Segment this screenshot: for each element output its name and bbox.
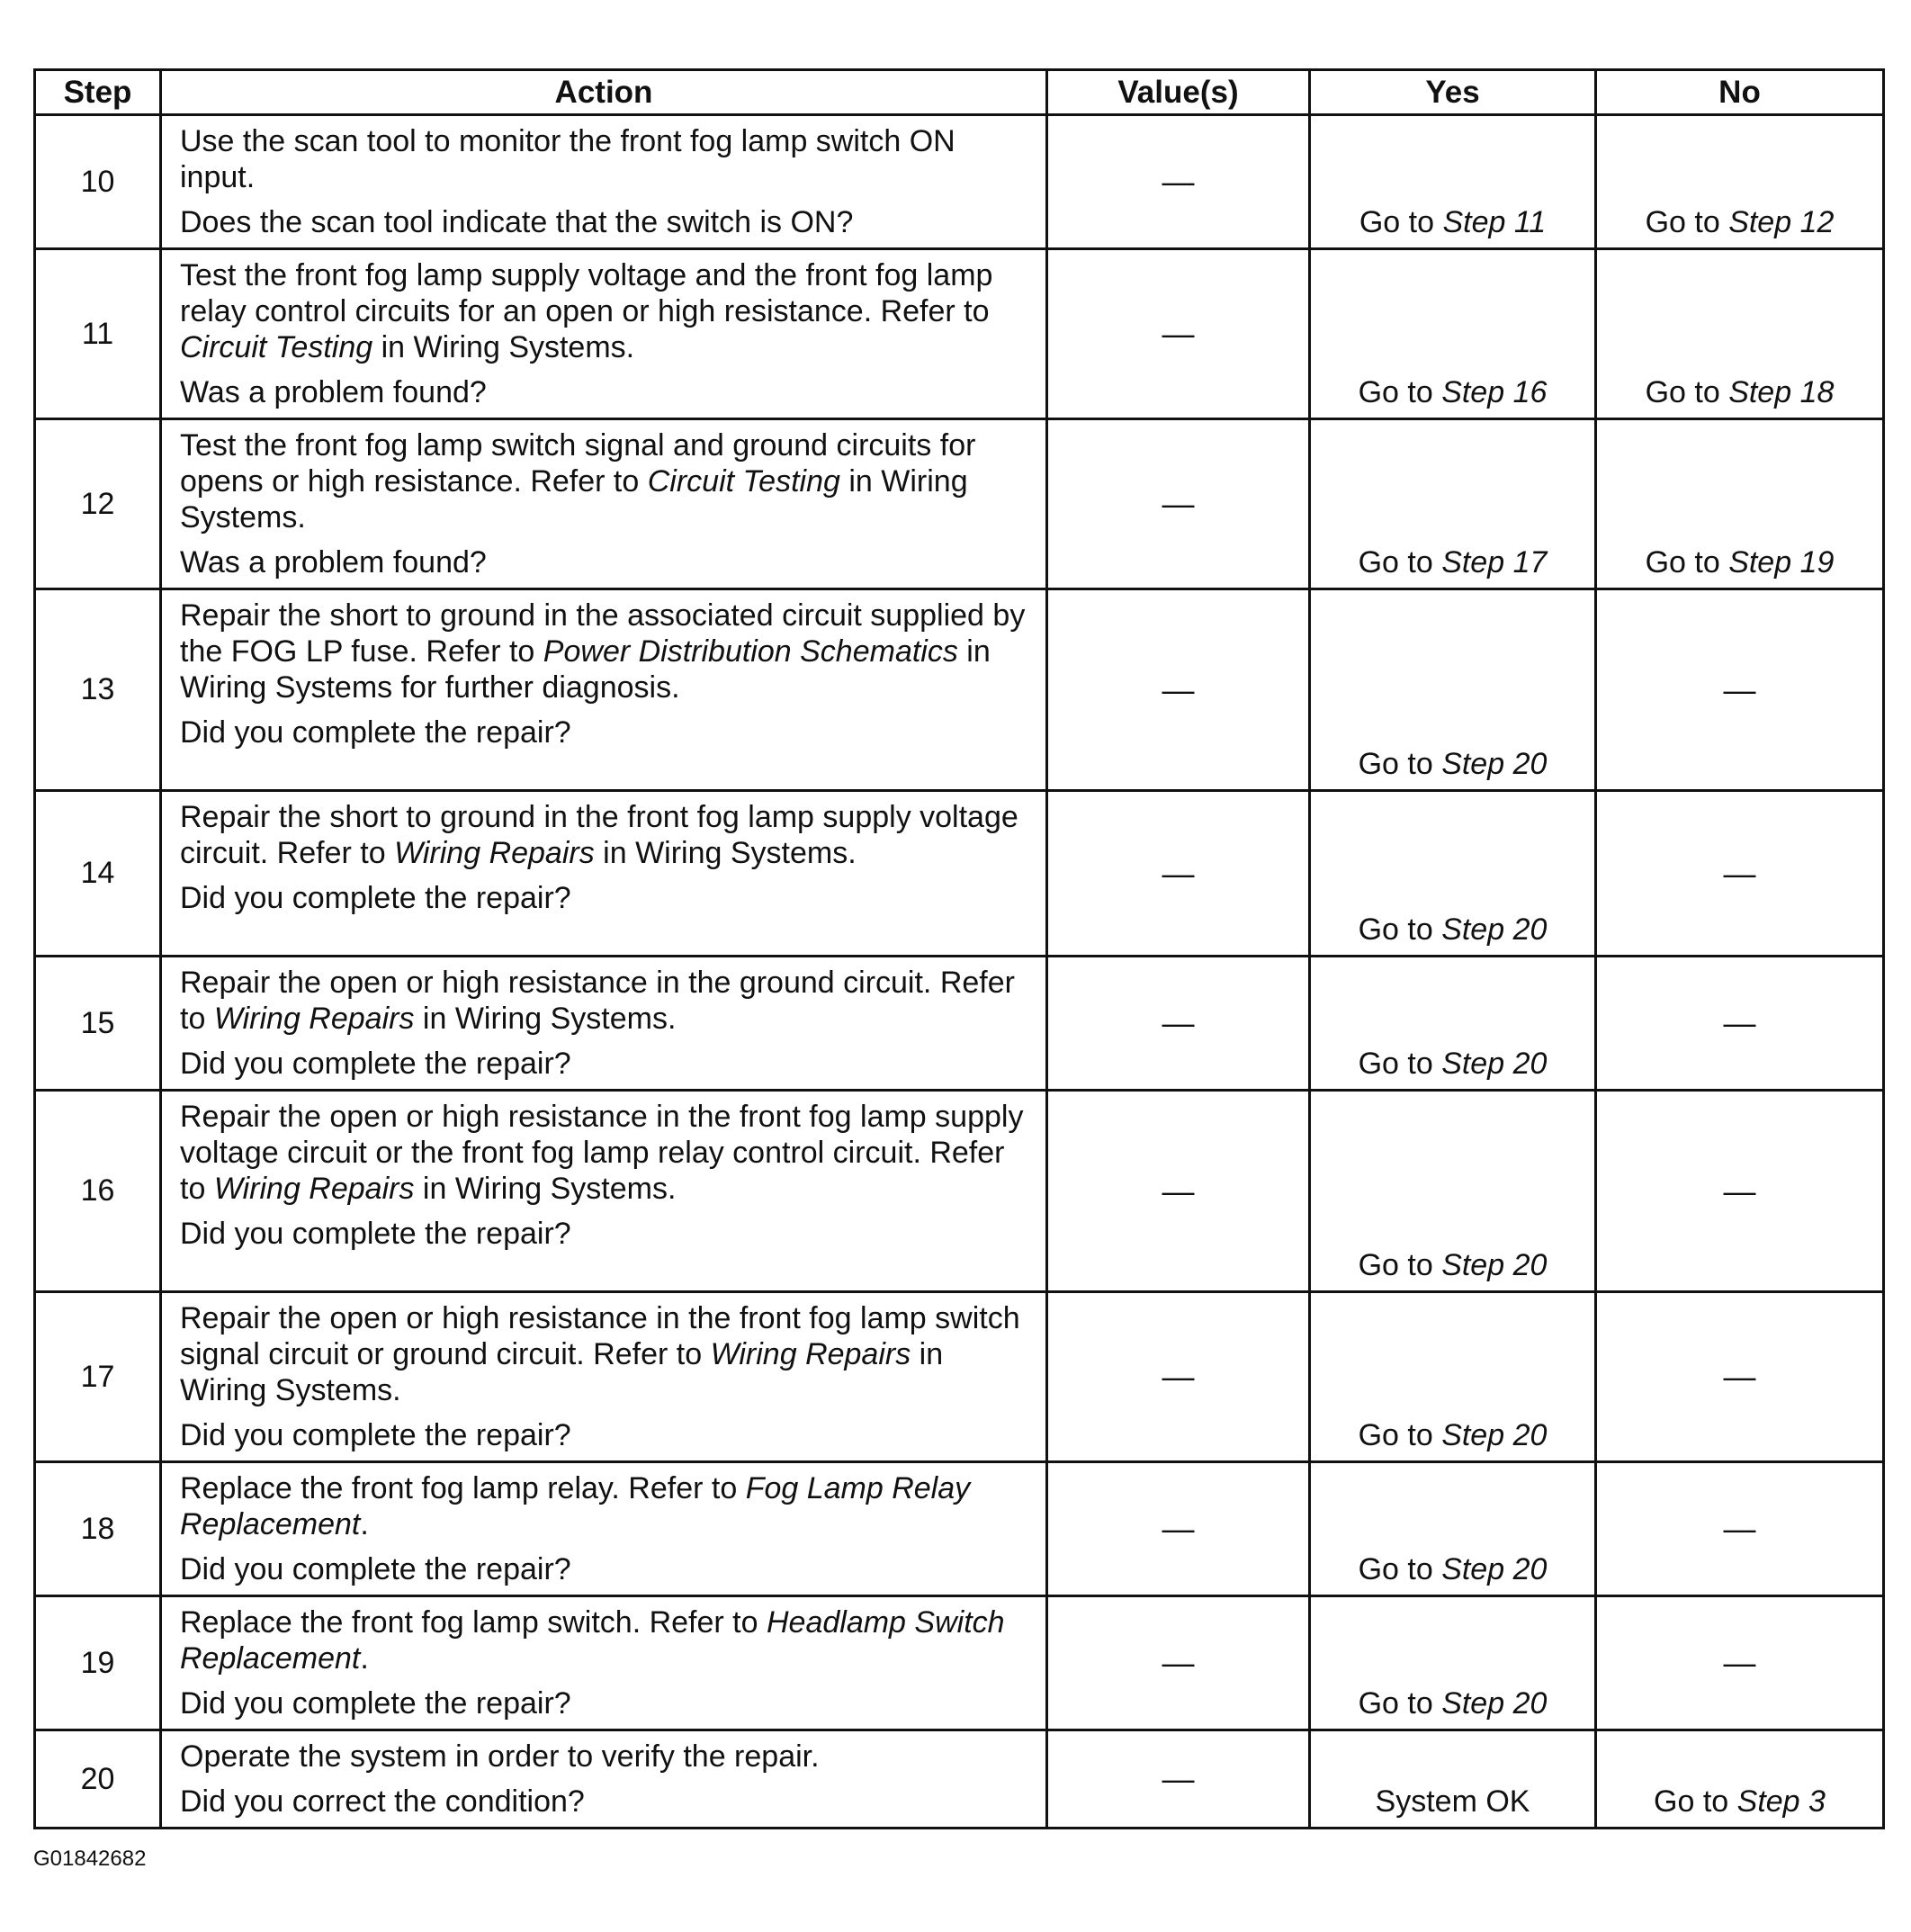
instruction-text: Use the scan tool to monitor the front fog lamp switch ON input. — [180, 124, 956, 194]
yes-cell — [1310, 1091, 1596, 1292]
step-number: 15 — [35, 957, 161, 1091]
action-instruction — [180, 1300, 1033, 1408]
action-instruction — [180, 799, 1033, 871]
step-number: 11 — [35, 249, 161, 419]
action-question: Does the scan tool indicate that the switch is ON? — [180, 205, 854, 239]
goto-prefix: Go to — [1358, 1418, 1442, 1452]
action-instruction — [180, 1470, 1033, 1542]
goto-step-reference: Step 11 — [1442, 205, 1547, 239]
instruction-text: in Wiring Systems. — [414, 1002, 677, 1036]
goto-prefix: Go to — [1358, 1248, 1442, 1282]
action-question: Did you complete the repair? — [180, 1418, 571, 1452]
instruction-text: . — [360, 1507, 369, 1541]
no-cell — [1596, 791, 1884, 957]
action-cell — [161, 589, 1047, 791]
header-values: Value(s) — [1047, 70, 1310, 115]
goto-prefix: Go to — [1358, 912, 1442, 947]
action-cell — [161, 1730, 1047, 1829]
goto-step-reference: Step 19 — [1728, 545, 1835, 580]
goto-step-reference: Step 20 — [1441, 912, 1548, 947]
action-instruction — [180, 123, 1033, 195]
instruction-text: in Wiring Systems. — [414, 1172, 677, 1206]
yes-cell — [1310, 249, 1596, 419]
action-instruction — [180, 1739, 1033, 1775]
diagnostic-table — [33, 68, 1885, 1829]
action-instruction — [180, 598, 1033, 705]
table-row — [35, 957, 1884, 1091]
yes-cell — [1310, 1462, 1596, 1596]
instruction-text: Repair the open or high resistance in the front fog lamp switch signal circuit or ground circuit. Refer to — [180, 1301, 1020, 1371]
value-cell: — — [1047, 1091, 1310, 1292]
no-cell — [1596, 1730, 1884, 1829]
table-row — [35, 249, 1884, 419]
reference-title: Power Distribution Schematics — [543, 634, 958, 669]
goto-prefix: Go to — [1645, 205, 1729, 239]
goto-prefix: Go to — [1358, 1552, 1442, 1586]
reference-title: Wiring Repairs — [394, 836, 595, 870]
yes-cell — [1310, 1292, 1596, 1462]
step-number: 14 — [35, 791, 161, 957]
table-row — [35, 1292, 1884, 1462]
value-cell: — — [1047, 1462, 1310, 1596]
action-cell — [161, 249, 1047, 419]
table-row — [35, 419, 1884, 589]
action-cell — [161, 1091, 1047, 1292]
action-question: Did you complete the repair? — [180, 715, 571, 750]
reference-title: Wiring Repairs — [710, 1337, 911, 1371]
goto-prefix: Go to — [1358, 545, 1442, 580]
step-number: 10 — [35, 115, 161, 249]
table-row — [35, 589, 1884, 791]
instruction-text: in Wiring Systems. — [180, 1337, 944, 1407]
table-row — [35, 115, 1884, 249]
diagnostic-table-container — [33, 68, 1882, 1829]
no-cell — [1596, 957, 1884, 1091]
table-row — [35, 1091, 1884, 1292]
yes-cell — [1310, 419, 1596, 589]
table-row — [35, 1462, 1884, 1596]
no-cell — [1596, 1292, 1884, 1462]
value-cell: — — [1047, 957, 1310, 1091]
table-row — [35, 1596, 1884, 1730]
reference-title: Wiring Repairs — [213, 1172, 415, 1206]
no-dash: — — [1723, 854, 1756, 892]
action-question: Did you complete the repair? — [180, 1047, 571, 1081]
value-cell: — — [1047, 1292, 1310, 1462]
goto-prefix: Go to — [1358, 1047, 1442, 1081]
header-yes: Yes — [1310, 70, 1596, 115]
no-dash: — — [1723, 1510, 1756, 1547]
action-cell — [161, 1462, 1047, 1596]
no-dash: — — [1723, 1004, 1756, 1041]
reference-title: Circuit Testing — [647, 464, 840, 499]
instruction-text: Replace the front fog lamp switch. Refer to — [180, 1605, 767, 1640]
action-question: Was a problem found? — [180, 545, 487, 580]
goto-prefix: Go to — [1645, 375, 1729, 409]
goto-step-reference: Step 20 — [1441, 747, 1548, 781]
goto-step-reference: Step 20 — [1441, 1552, 1548, 1586]
goto-prefix: Go to — [1358, 1686, 1442, 1721]
step-number: 20 — [35, 1730, 161, 1829]
action-cell — [161, 1596, 1047, 1730]
step-number: 18 — [35, 1462, 161, 1596]
no-cell — [1596, 1596, 1884, 1730]
action-instruction — [180, 965, 1033, 1037]
value-cell: — — [1047, 115, 1310, 249]
table-body — [35, 115, 1884, 1829]
step-number: 17 — [35, 1292, 161, 1462]
value-cell: — — [1047, 589, 1310, 791]
yes-cell — [1310, 589, 1596, 791]
instruction-text: Repair the short to ground in the associated circuit supplied by the FOG LP fuse. Refer to — [180, 598, 1026, 669]
header-no: No — [1596, 70, 1884, 115]
goto-prefix: Go to — [1654, 1784, 1737, 1819]
action-cell — [161, 419, 1047, 589]
action-question: Did you complete the repair? — [180, 1217, 571, 1251]
value-cell: — — [1047, 249, 1310, 419]
goto-prefix: Go to — [1358, 747, 1442, 781]
action-cell — [161, 115, 1047, 249]
action-instruction — [180, 1604, 1033, 1676]
instruction-text: Test the front fog lamp switch signal and ground circuits for opens or high resistance. Refer to — [180, 428, 976, 499]
action-question: Did you complete the repair? — [180, 1686, 571, 1721]
goto-step-reference: Step 3 — [1736, 1784, 1826, 1819]
no-dash: — — [1723, 1172, 1756, 1209]
action-instruction — [180, 427, 1033, 535]
no-dash: — — [1723, 670, 1756, 708]
goto-prefix: Go to — [1359, 205, 1443, 239]
step-number: 16 — [35, 1091, 161, 1292]
no-cell — [1596, 419, 1884, 589]
result-text: System OK — [1375, 1784, 1530, 1819]
value-cell: — — [1047, 1730, 1310, 1829]
goto-step-reference: Step 20 — [1441, 1248, 1548, 1282]
reference-title: Fog Lamp Relay Replacement — [180, 1471, 971, 1541]
no-cell — [1596, 115, 1884, 249]
action-cell — [161, 957, 1047, 1091]
value-cell: — — [1047, 791, 1310, 957]
header-step: Step — [35, 70, 161, 115]
reference-title: Circuit Testing — [180, 330, 373, 364]
instruction-text: in Wiring Systems. — [180, 464, 968, 535]
no-cell — [1596, 589, 1884, 791]
instruction-text: . — [360, 1641, 369, 1676]
step-number: 12 — [35, 419, 161, 589]
instruction-text: in Wiring Systems for further diagnosis. — [180, 634, 991, 705]
header-row — [35, 70, 1884, 115]
table-header — [35, 70, 1884, 115]
goto-step-reference: Step 18 — [1728, 375, 1835, 409]
goto-step-reference: Step 17 — [1441, 545, 1548, 580]
no-cell — [1596, 1462, 1884, 1596]
no-cell — [1596, 1091, 1884, 1292]
value-cell: — — [1047, 1596, 1310, 1730]
action-question: Did you correct the condition? — [180, 1784, 585, 1819]
table-row — [35, 791, 1884, 957]
instruction-text: Repair the open or high resistance in the ground circuit. Refer to — [180, 966, 1015, 1036]
goto-step-reference: Step 16 — [1441, 375, 1548, 409]
action-cell — [161, 791, 1047, 957]
yes-cell — [1310, 115, 1596, 249]
instruction-text: Operate the system in order to verify the repair. — [180, 1739, 820, 1774]
no-cell — [1596, 249, 1884, 419]
goto-prefix: Go to — [1358, 375, 1442, 409]
action-instruction — [180, 257, 1033, 365]
action-question: Did you complete the repair? — [180, 1552, 571, 1586]
header-action: Action — [161, 70, 1047, 115]
no-dash: — — [1723, 1644, 1756, 1681]
reference-title: Wiring Repairs — [213, 1002, 415, 1036]
figure-id: G01842682 — [33, 1847, 147, 1871]
goto-prefix: Go to — [1645, 545, 1729, 580]
instruction-text: in Wiring Systems. — [594, 836, 857, 870]
goto-step-reference: Step 20 — [1441, 1047, 1548, 1081]
yes-cell — [1310, 1596, 1596, 1730]
table-row — [35, 1730, 1884, 1829]
goto-step-reference: Step 20 — [1441, 1418, 1548, 1452]
action-question: Did you complete the repair? — [180, 881, 571, 915]
instruction-text: Repair the short to ground in the front fog lamp supply voltage circuit. Refer to — [180, 800, 1018, 870]
step-number: 13 — [35, 589, 161, 791]
goto-step-reference: Step 12 — [1728, 205, 1835, 239]
no-dash: — — [1723, 1358, 1756, 1395]
reference-title: Headlamp Switch Replacement — [180, 1605, 1005, 1676]
yes-cell — [1310, 1730, 1596, 1829]
action-instruction — [180, 1099, 1033, 1207]
instruction-text: in Wiring Systems. — [372, 330, 635, 364]
goto-step-reference: Step 20 — [1441, 1686, 1548, 1721]
action-cell — [161, 1292, 1047, 1462]
instruction-text: Replace the front fog lamp relay. Refer to — [180, 1471, 746, 1505]
instruction-text: Test the front fog lamp supply voltage and the front fog lamp relay control circuits for an open or high resistance. Refer to — [180, 258, 993, 328]
step-number: 19 — [35, 1596, 161, 1730]
yes-cell — [1310, 957, 1596, 1091]
value-cell: — — [1047, 419, 1310, 589]
action-question: Was a problem found? — [180, 375, 487, 409]
instruction-text: Repair the open or high resistance in the front fog lamp supply voltage circuit or the front fog lamp relay control circuit. Refer to — [180, 1100, 1024, 1206]
yes-cell — [1310, 791, 1596, 957]
